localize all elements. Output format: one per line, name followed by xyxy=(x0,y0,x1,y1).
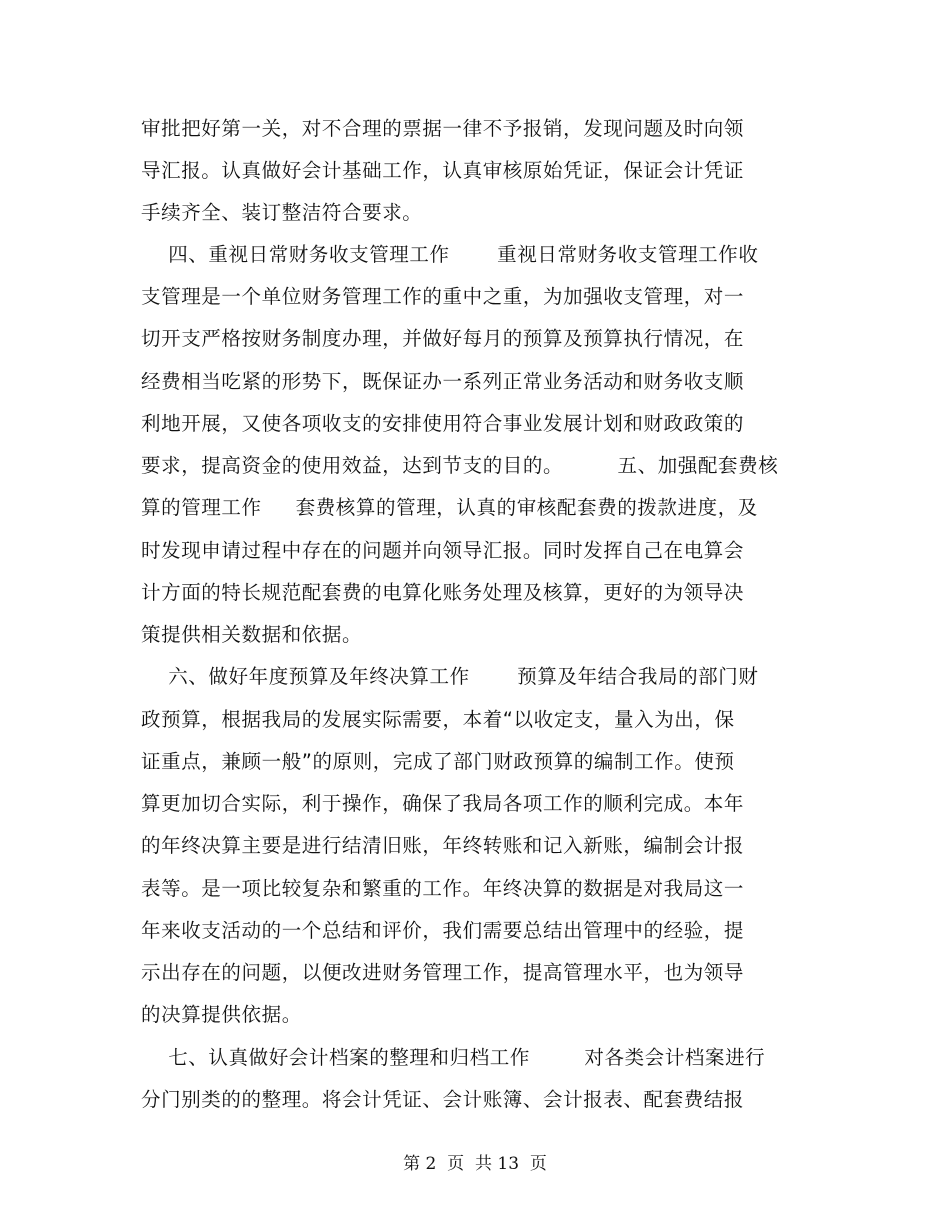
body-text-line: 利地开展，又使各项收支的安排使用符合事业发展计划和财政政策的 xyxy=(141,412,745,435)
body-text-line: 算更加切合实际，利于操作，确保了我局各项工作的顺利完成。本年 xyxy=(141,792,745,815)
section-heading-line: 七、认真做好会计档案的整理和归档工作 对各类会计档案进行 xyxy=(141,1046,766,1069)
body-text-line: 经费相当吃紧的形势下，既保证办一系列正常业务活动和财务收支顺 xyxy=(141,370,745,393)
body-text-line: 时发现申请过程中存在的问题并向领导汇报。同时发挥自己在电算会 xyxy=(141,539,745,562)
body-text-line: 策提供相关数据和依据。 xyxy=(141,623,363,646)
body-text-line: 导汇报。认真做好会计基础工作，认真审核原始凭证，保证会计凭证 xyxy=(141,159,745,182)
body-text-line: 算的管理工作 套费核算的管理，认真的审核配套费的拨款进度，及 xyxy=(141,496,758,519)
body-text-line: 手续齐全、装订整洁符合要求。 xyxy=(141,201,423,224)
body-text-line: 证重点，兼顾一般”的原则，完成了部门财政预算的编制工作。使预 xyxy=(141,750,735,773)
body-text-line: 要求，提高资金的使用效益，达到节支的目的。 五、加强配套费核 xyxy=(141,454,779,477)
page-number-footer: 第 2 页 共 13 页 xyxy=(403,1154,547,1174)
body-text-line: 表等。是一项比较复杂和繁重的工作。年终决算的数据是对我局这一 xyxy=(141,877,745,900)
body-text-line: 政预算，根据我局的发展实际需要，本着“以收定支，量入为出，保 xyxy=(141,708,735,731)
body-text-line: 支管理是一个单位财务管理工作的重中之重，为加强收支管理，对一 xyxy=(141,285,745,308)
section-heading-line: 四、重视日常财务收支管理工作 重视日常财务收支管理工作收 xyxy=(141,243,759,266)
body-text-line: 审批把好第一关，对不合理的票据一律不予报销，发现问题及时向领 xyxy=(141,117,745,140)
body-text-line: 分门别类的的整理。将会计凭证、会计账簿、会计报表、配套费结报 xyxy=(141,1088,745,1111)
body-text-line: 计方面的特长规范配套费的电算化账务处理及核算，更好的为领导决 xyxy=(141,581,745,604)
body-text-line: 的决算提供依据。 xyxy=(141,1003,302,1026)
body-text-line: 示出存在的问题，以便改进财务管理工作，提高管理水平，也为领导 xyxy=(141,961,745,984)
section-heading-line: 六、做好年度预算及年终决算工作 预算及年结合我局的部门财 xyxy=(141,665,759,688)
body-text-line: 切开支严格按财务制度办理，并做好每月的预算及预算执行情况，在 xyxy=(141,327,745,350)
body-text-line: 的年终决算主要是进行结清旧账，年终转账和记入新账，编制会计报 xyxy=(141,834,745,857)
body-text-line: 年来收支活动的一个总结和评价，我们需要总结出管理中的经验，提 xyxy=(141,919,745,942)
